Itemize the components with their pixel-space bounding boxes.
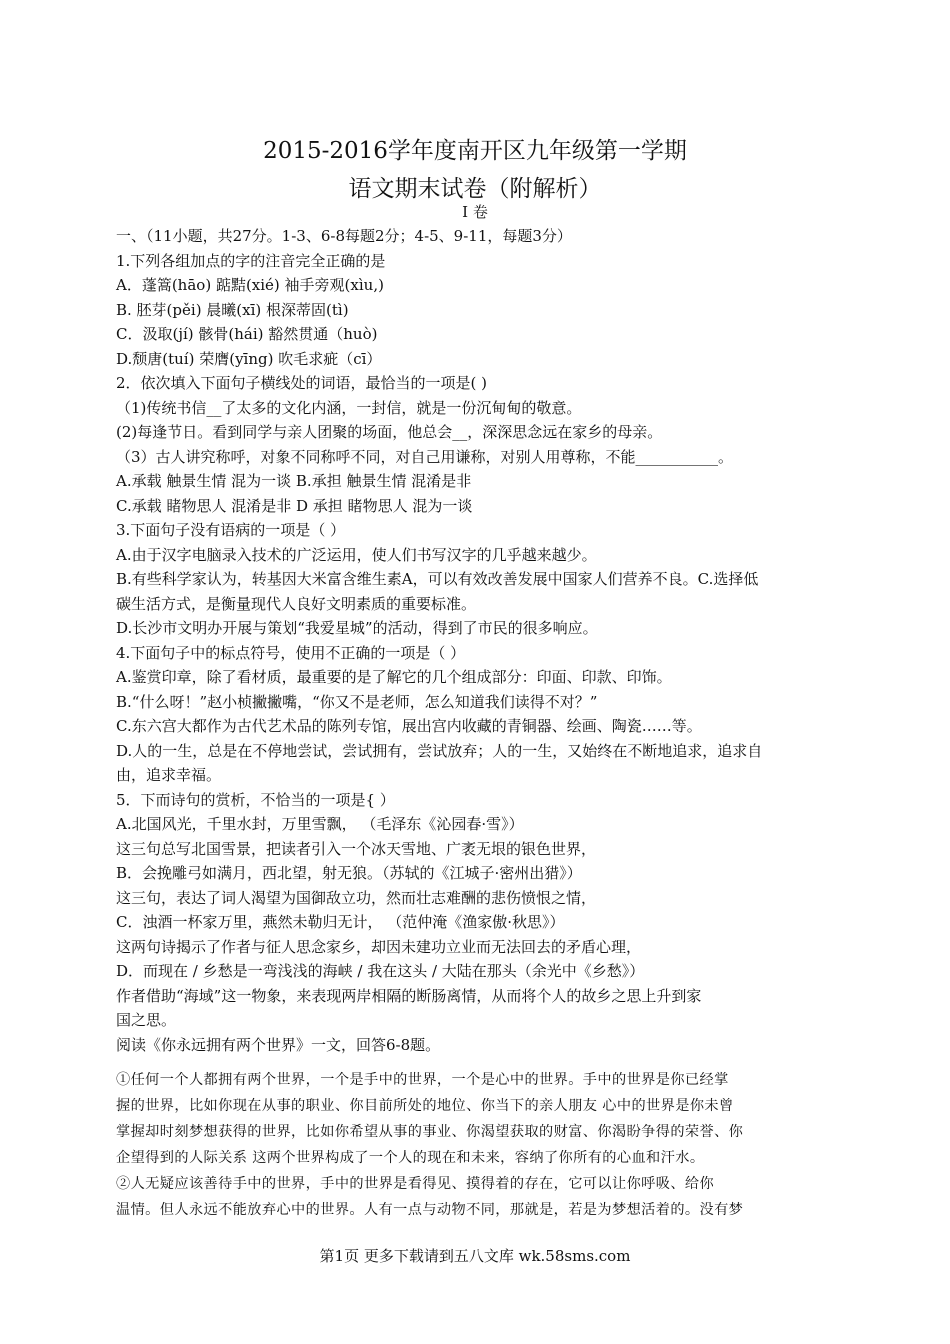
- reading-instruction: 阅读《你永远拥有两个世界》一文，回答6-8题。: [116, 1035, 441, 1054]
- passage-line: ①任何一个人都拥有两个世界，一个是手中的世界，一个是心中的世界。手中的世界是你已经掌: [116, 1072, 729, 1088]
- question-4-stem: 4.下面句子中的标点符号，使用不正确的一项是（ ）: [116, 643, 466, 662]
- question-4-option-b: B.“什么呀！”赵小桢撇撇嘴，“你又不是老师，怎么知道我们读得不对？”: [116, 692, 598, 711]
- passage-line: 掌握却时刻梦想获得的世界，比如你希望从事的事业、你渴望获取的财富、你渴盼争得的荣誉、你: [116, 1124, 744, 1140]
- question-1-option-a: A．蓬篙(hāo) 踮黠(xié) 袖手旁观(xìu,): [116, 276, 384, 294]
- question-4-option-c: C.东六宫大都作为古代艺术品的陈列专馆，展出宫内收藏的青铜器、绘画、陶瓷……等。: [116, 717, 702, 735]
- question-2-sentence-3: （3）古人讲究称呼，对象不同称呼不同，对自己用谦称，对别人用尊称，不能___________。: [116, 447, 734, 466]
- question-5-option-b: B．会挽雕弓如满月，西北望，射无狼。（苏轼的《江城子·密州出猎》）: [116, 864, 582, 882]
- question-5-option-d-note: 作者借助“海域”这一物象，来表现两岸相隔的断肠离情，从而将个人的故乡之思上升到家: [116, 986, 702, 1005]
- question-3-option-d: D.长沙市文明办开展与策划“我爱星城”的活动，得到了市民的很多响应。: [116, 619, 598, 637]
- question-5-option-c: C．浊酒一杯家万里，燕然未勒归无计， （范仲淹《渔家傲·秋思》）: [116, 913, 565, 931]
- question-3-option-b: B.有些科学家认为，转基因大米富含维生素A，可以有效改善发展中国家人们营养不良。C.选择低: [116, 570, 759, 588]
- volume-label: Ⅰ 卷: [462, 203, 488, 221]
- question-5-option-b-note: 这三句，表达了词人渴望为国御敌立功，然而壮志难酬的悲伤愤恨之情，: [116, 888, 597, 907]
- page-footer: 第1页 更多下载请到五八文库 wk.58sms.com: [319, 1247, 631, 1265]
- question-2-sentence-2: (2)每逢节日。看到同学与亲人团聚的场面，他总会__，深深思念远在家乡的母亲。: [116, 423, 663, 441]
- question-5-option-a: A.北国风光，千里水封，万里雪飘， （毛泽东《沁园春·雪》）: [116, 815, 524, 833]
- question-4-option-d-cont: 由，追求幸福。: [116, 766, 222, 784]
- exam-title: 2015-2016学年度南开区九年级第一学期: [263, 138, 687, 164]
- question-2-sentence-1: （1)传统书信__了太多的文化内涵，一封信，就是一份沉甸甸的敬意。: [116, 398, 582, 417]
- exam-subtitle: 语文期末试卷（附解析）: [348, 176, 602, 202]
- question-5-option-c-note: 这两句诗揭示了作者与征人思念家乡，却因未建功立业而无法回去的矛盾心理，: [116, 937, 642, 956]
- section-heading: 一、（11小题，共27分。1-3、6-8每题2分；4-5、9-11，每题3分）: [116, 227, 572, 245]
- passage-line: 握的世界，比如你现在从事的职业、你目前所处的地位、你当下的亲人朋友 心中的世界是你未曾: [116, 1098, 734, 1114]
- question-2-stem: 2．依次填入下面句子横线处的词语，最恰当的一项是( ): [116, 374, 488, 392]
- question-3-option-c-cont: 碳生活方式，是衡量现代人良好文明素质的重要标准。: [116, 594, 477, 613]
- question-5-option-d-note-cont: 国之思。: [116, 1011, 177, 1029]
- question-2-options-ab: A.承载 触景生情 混为一谈 B.承担 触景生情 混淆是非: [116, 472, 472, 490]
- question-1-option-d: D.颓唐(tuí) 荣膺(yīng) 吹毛求疵（cī）: [116, 349, 382, 368]
- question-4-option-a: A.鉴赏印章，除了看材质，最重要的是了解它的几个组成部分：印面、印款、印饰。: [116, 668, 672, 686]
- question-3-stem: 3.下面句子没有语病的一项是（ ）: [116, 521, 346, 539]
- question-2-options-cd: C.承载 睹物思人 混淆是非 D 承担 睹物思人 混为一谈: [116, 496, 473, 515]
- question-5-option-d: D．而现在 / 乡愁是一弯浅浅的海峡 / 我在这头 / 大陆在那头（余光中《乡愁》）: [116, 962, 645, 980]
- question-1-stem: 1.下列各组加点的字的注音完全正确的是: [116, 251, 386, 270]
- passage-line: 企望得到的人际关系 这两个世界构成了一个人的现在和未来，容纳了你所有的心血和汗水。: [116, 1150, 705, 1166]
- question-4-option-d: D.人的一生，总是在不停地尝试，尝试拥有，尝试放弃；人的一生，又始终在不断地追求，追求自: [116, 741, 763, 760]
- question-1-option-b: B. 胚芽(pěi) 晨曦(xī) 根深蒂固(tì): [116, 300, 349, 319]
- question-5-option-a-note: 这三句总写北国雪景，把读者引入一个冰天雪地、广袤无垠的银色世界，: [116, 839, 597, 858]
- question-3-option-a: A.由于汉字电脑录入技术的广泛运用，使人们书写汉字的几乎越来越少。: [116, 545, 597, 564]
- passage-line: 温情。但人永远不能放弃心中的世界。人有一点与动物不同，那就是，若是为梦想活着的。没有梦: [116, 1202, 744, 1218]
- question-5-stem: 5．下而诗句的赏析，不恰当的一项是{ ）: [116, 790, 395, 809]
- question-1-option-c: C．汲取(jí) 骸骨(hái) 豁然贯通（huò): [116, 325, 378, 343]
- passage-line: ②人无疑应该善待手中的世界，手中的世界是看得见、摸得着的存在，它可以让你呼吸、给你: [116, 1176, 715, 1192]
